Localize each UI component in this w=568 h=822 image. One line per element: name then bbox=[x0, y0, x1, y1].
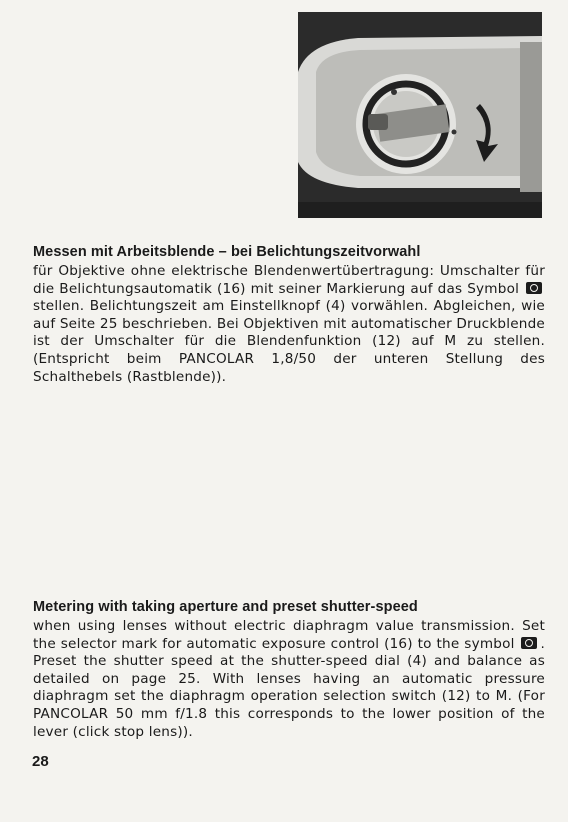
page-number: 28 bbox=[32, 753, 49, 770]
camera-selector-photo bbox=[298, 12, 542, 218]
german-paragraph bbox=[33, 263, 545, 386]
german-text-part-1: für Objektive ohne elektrische Blendenwertübertragung: Umschalter für die Belichtungsautomatik (16) mit seiner Markierung auf das Symbol bbox=[33, 263, 545, 297]
stop-down-metering-symbol-icon bbox=[526, 282, 542, 294]
camera-photo-illustration bbox=[298, 12, 542, 218]
stop-down-metering-symbol-icon bbox=[521, 637, 537, 649]
english-section bbox=[33, 599, 545, 741]
german-section bbox=[33, 244, 545, 386]
english-text-part-2: . Preset the shutter speed at the shutter-speed dial (4) and balance as detailed on page 25. With lenses having an automatic pressure diaphragm set the diaphragm operation selection switch (12) to M. (For PANCOLAR 50 mm f/1.8 this corresponds to the lower position of the lever (click stop lens)). bbox=[33, 635, 545, 740]
german-heading: Messen mit Arbeitsblende – bei Belichtungszeitvorwahl bbox=[33, 244, 421, 260]
english-heading: Metering with taking aperture and preset shutter-speed bbox=[33, 599, 418, 615]
english-text-part-1: when using lenses without electric diaphragm value transmission. Set the selector mark for automatic exposure control (16) to the symbol bbox=[33, 618, 545, 652]
english-paragraph bbox=[33, 618, 545, 741]
german-text-part-2: stellen. Belichtungszeit am Einstellknopf (4) vorwählen. Abgleichen, wie auf Seite 25 beschrieben. Bei Objektiven mit automatischer Druckblende ist der Umschalter für die Blendenfunktion (12) auf M zu stellen. (Entspricht beim PANCOLAR 1,8/50 der unteren Stellung des Schalthebels (Rastblende)). bbox=[33, 298, 545, 385]
